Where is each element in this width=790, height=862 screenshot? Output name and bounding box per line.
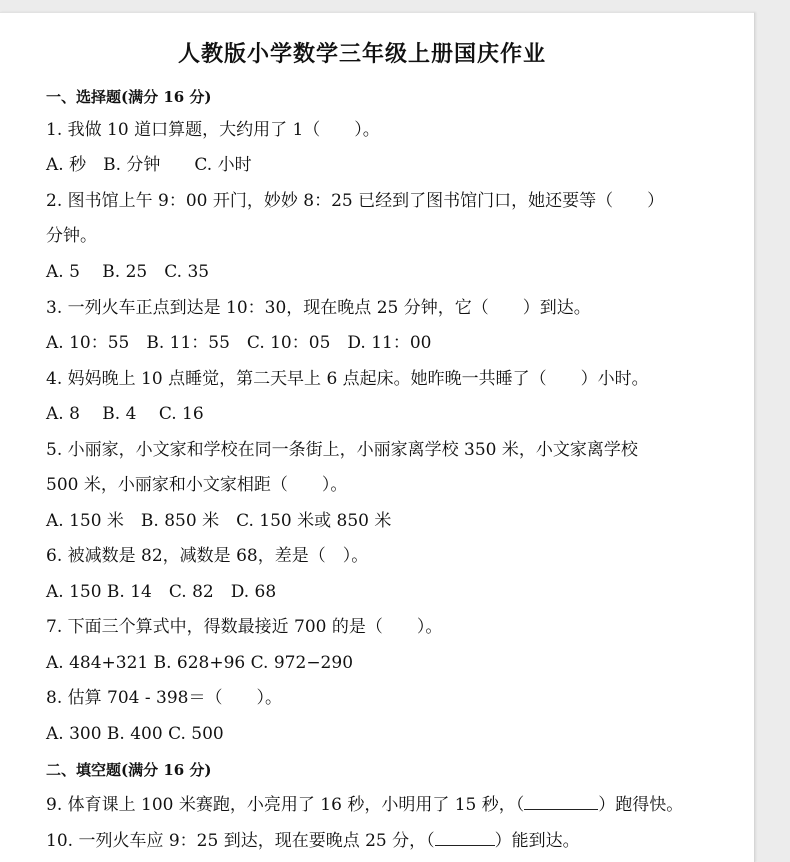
question-3: 3. 一列火车正点到达是 10：30，现在晚点 25 分钟，它（ ）到达。 [46, 298, 591, 318]
question-2-options: A. 5 B. 25 C. 35 [46, 262, 210, 282]
question-7-options: A. 484+321 B. 628+96 C. 972−290 [46, 653, 354, 673]
question-2-line2: 分钟。 [46, 226, 97, 246]
question-10-text-end: ）能到达。 [494, 831, 580, 851]
answer-blank [524, 794, 598, 810]
document-page [0, 12, 755, 862]
question-10-text: 10. 一列火车应 9：25 到达，现在要晚点 25 分，（ [46, 831, 435, 851]
question-9-text: 9. 体育课上 100 米赛跑，小亮用了 16 秒，小明用了 15 秒，（ [46, 795, 525, 815]
answer-blank [435, 830, 495, 846]
question-3-options: A. 10：55 B. 11：55 C. 10：05 D. 11：00 [46, 333, 432, 353]
question-1-options: A. 秒 B. 分钟 C. 小时 [46, 155, 252, 175]
question-4-options: A. 8 B. 4 C. 16 [46, 404, 204, 424]
question-6: 6. 被减数是 82，减数是 68，差是（ ）。 [46, 546, 369, 566]
question-9-text-end: ）跑得快。 [598, 795, 684, 815]
question-5-options: A. 150 米 B. 850 米 C. 150 米或 850 米 [46, 511, 392, 531]
question-5-line2: 500 米，小丽家和小文家相距（ ）。 [46, 475, 348, 495]
section-heading-choice: 一、选择题(满分 16 分) [46, 88, 212, 106]
question-5-line1: 5. 小丽家，小文家和学校在同一条街上，小丽家离学校 350 米，小文家离学校 [46, 440, 638, 460]
page-title: 人教版小学数学三年级上册国庆作业 [177, 41, 546, 67]
question-8: 8. 估算 704 - 398＝（ ）。 [46, 688, 282, 708]
question-4: 4. 妈妈晚上 10 点睡觉，第二天早上 6 点起床。她昨晚一共睡了（ ）小时。 [46, 369, 649, 389]
question-6-options: A. 150 B. 14 C. 82 D. 68 [46, 582, 277, 602]
question-7: 7. 下面三个算式中，得数最接近 700 的是（ ）。 [46, 617, 443, 637]
section-heading-fill-in: 二、填空题(满分 16 分) [46, 761, 212, 779]
question-10 [46, 830, 580, 852]
question-2-line1: 2. 图书馆上午 9：00 开门，妙妙 8：25 已经到了图书馆门口，她还要等（ ） [46, 191, 665, 211]
question-9 [46, 794, 683, 816]
question-1: 1. 我做 10 道口算题，大约用了 1（ ）。 [46, 120, 380, 140]
question-8-options: A. 300 B. 400 C. 500 [46, 724, 224, 744]
